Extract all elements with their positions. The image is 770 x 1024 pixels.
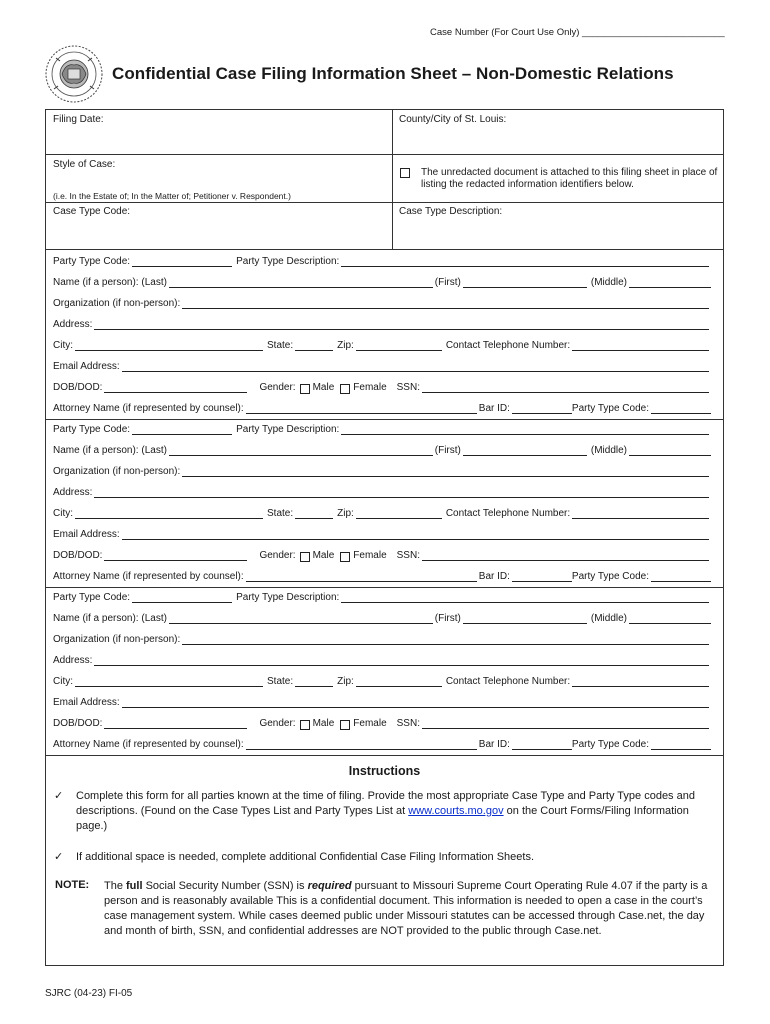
name-first-field[interactable]	[463, 613, 587, 624]
party-type-row	[53, 421, 711, 435]
zip-label: Zip:	[337, 676, 354, 687]
note-text-part: pursuant to Missouri Supreme Court Operating Rule 4.07 if the party is a person and is reasonably available This is a confidential document. This information is needed to open a case in the court’s case management system. While cases deemed public under Missouri statutes can be accessed through Case.net, the day and month of birth, SSN, and confidential addresses are NOT provided to the public through Case.net.	[104, 880, 708, 937]
email-row	[53, 358, 711, 372]
name-row	[53, 610, 711, 624]
city-field[interactable]	[75, 508, 263, 519]
name-last-field[interactable]	[169, 277, 433, 288]
attorney-field[interactable]	[246, 403, 477, 414]
filing-date-label[interactable]: Filing Date:	[53, 114, 104, 125]
organization-row	[53, 631, 711, 645]
divider	[392, 110, 393, 249]
city-label: City:	[53, 508, 73, 519]
email-row	[53, 526, 711, 540]
form-id: SJRC (04-23) FI-05	[45, 988, 133, 999]
divider	[46, 154, 723, 155]
dob-row	[53, 379, 711, 393]
party-type-description-field[interactable]	[341, 256, 709, 267]
male-label: Male	[312, 550, 335, 561]
female-label: Female	[353, 382, 387, 393]
city-label: City:	[53, 340, 73, 351]
email-row	[53, 694, 711, 708]
state-label: State:	[267, 340, 294, 351]
contact-phone-label: Contact Telephone Number:	[445, 508, 571, 519]
address-label: Address:	[53, 487, 93, 498]
note-emphasis-full: full	[126, 880, 143, 892]
attorney-label: Attorney Name (if represented by counsel):	[53, 403, 244, 414]
state-field[interactable]	[295, 676, 333, 687]
name-last-field[interactable]	[169, 445, 433, 456]
state-label: State:	[267, 508, 294, 519]
note-text-part: Social Security Number (SSN) is	[142, 880, 308, 892]
address-field[interactable]	[94, 487, 709, 498]
bar-id-label: Bar ID:	[478, 739, 510, 750]
contact-phone-label: Contact Telephone Number:	[445, 340, 571, 351]
party-type-code-field[interactable]	[132, 592, 232, 603]
city-row	[53, 337, 711, 351]
attorney-label: Attorney Name (if represented by counsel):	[53, 739, 244, 750]
party-type-code-label: Party Type Code:	[53, 256, 131, 267]
email-field[interactable]	[122, 697, 709, 708]
party-type-description-field[interactable]	[341, 592, 709, 603]
party-section-2	[46, 421, 723, 588]
note-text	[104, 879, 719, 939]
ssn-field[interactable]	[422, 550, 709, 561]
name-middle-label: (Middle)	[590, 613, 627, 624]
name-middle-label: (Middle)	[590, 277, 627, 288]
organization-field[interactable]	[182, 298, 709, 309]
name-middle-field[interactable]	[629, 277, 711, 288]
email-label: Email Address:	[53, 697, 120, 708]
style-of-case-label[interactable]: Style of Case:	[53, 159, 116, 170]
party-type-code-label-2: Party Type Code:	[571, 571, 649, 582]
attorney-label: Attorney Name (if represented by counsel):	[53, 571, 244, 582]
state-label: State:	[267, 676, 294, 687]
ssn-field[interactable]	[422, 382, 709, 393]
divider	[46, 202, 723, 203]
female-label: Female	[353, 550, 387, 561]
party-type-code-field-2[interactable]	[651, 571, 711, 582]
male-label: Male	[312, 718, 335, 729]
party-section-1	[46, 253, 723, 420]
dob-dod-field[interactable]	[104, 382, 247, 393]
zip-field[interactable]	[356, 340, 442, 351]
party-type-code-label: Party Type Code:	[53, 592, 131, 603]
contact-phone-field[interactable]	[572, 676, 709, 687]
dob-dod-label: DOB/DOD:	[53, 718, 103, 729]
name-row	[53, 274, 711, 288]
name-first-field[interactable]	[463, 277, 587, 288]
dob-row	[53, 547, 711, 561]
check-icon: ✓	[54, 851, 64, 863]
name-first-label: (First)	[434, 613, 461, 624]
attorney-row	[53, 736, 711, 750]
court-seal-icon	[44, 43, 104, 105]
address-row	[53, 484, 711, 498]
name-row	[53, 442, 711, 456]
dob-dod-field[interactable]	[104, 550, 247, 561]
party-type-code-label: Party Type Code:	[53, 424, 131, 435]
note-emphasis-required: required	[307, 880, 352, 892]
name-last-label: Name (if a person): (Last)	[53, 613, 167, 624]
name-middle-label: (Middle)	[590, 445, 627, 456]
party-type-code-field-2[interactable]	[651, 403, 711, 414]
dob-dod-label: DOB/DOD:	[53, 550, 103, 561]
name-first-label: (First)	[434, 445, 461, 456]
party-type-description-label: Party Type Description:	[236, 424, 340, 435]
page-title: Confidential Case Filing Information Sheet – Non-Domestic Relations	[112, 64, 674, 83]
party-type-description-field[interactable]	[341, 424, 709, 435]
attorney-field[interactable]	[246, 739, 477, 750]
organization-field[interactable]	[182, 466, 709, 477]
address-label: Address:	[53, 319, 93, 330]
address-label: Address:	[53, 655, 93, 666]
party-type-code-label-2: Party Type Code:	[571, 403, 649, 414]
male-label: Male	[312, 382, 335, 393]
organization-label: Organization (if non-person):	[53, 466, 181, 477]
zip-label: Zip:	[337, 340, 354, 351]
city-field[interactable]	[75, 340, 263, 351]
email-field[interactable]	[122, 529, 709, 540]
ssn-label: SSN:	[396, 550, 420, 561]
party-type-description-label: Party Type Description:	[236, 592, 340, 603]
bar-id-field[interactable]	[512, 739, 572, 750]
bar-id-label: Bar ID:	[478, 403, 510, 414]
bar-id-field[interactable]	[512, 403, 572, 414]
male-checkbox[interactable]	[300, 384, 310, 394]
style-of-case-hint: (i.e. In the Estate of; In the Matter of; Petitioner v. Respondent.)	[53, 191, 291, 201]
party-type-code-field-2[interactable]	[651, 739, 711, 750]
courts-link[interactable]: www.courts.mo.gov	[408, 805, 504, 817]
female-checkbox[interactable]	[340, 720, 350, 730]
address-row	[53, 316, 711, 330]
organization-row	[53, 295, 711, 309]
state-field[interactable]	[295, 508, 333, 519]
party-section-3	[46, 589, 723, 756]
party-type-code-label-2: Party Type Code:	[571, 739, 649, 750]
county-city-label[interactable]: County/City of St. Louis:	[399, 114, 507, 125]
gender-label: Gender:	[259, 550, 296, 561]
case-number-label: Case Number (For Court Use Only) ___________________________	[430, 27, 725, 38]
gender-label: Gender:	[259, 718, 296, 729]
instruction-item-1	[76, 789, 706, 834]
organization-label: Organization (if non-person):	[53, 634, 181, 645]
name-first-field[interactable]	[463, 445, 587, 456]
bar-id-field[interactable]	[512, 571, 572, 582]
contact-phone-field[interactable]	[572, 508, 709, 519]
dob-dod-label: DOB/DOD:	[53, 382, 103, 393]
contact-phone-label: Contact Telephone Number:	[445, 676, 571, 687]
ssn-label: SSN:	[396, 718, 420, 729]
party-type-row	[53, 589, 711, 603]
address-field[interactable]	[94, 655, 709, 666]
address-row	[53, 652, 711, 666]
organization-label: Organization (if non-person):	[53, 298, 181, 309]
city-row	[53, 505, 711, 519]
note-label: NOTE:	[55, 879, 90, 891]
bar-id-label: Bar ID:	[478, 571, 510, 582]
organization-row	[53, 463, 711, 477]
male-checkbox[interactable]	[300, 552, 310, 562]
attorney-row	[53, 400, 711, 414]
city-label: City:	[53, 676, 73, 687]
address-field[interactable]	[94, 319, 709, 330]
ssn-field[interactable]	[422, 718, 709, 729]
name-last-label: Name (if a person): (Last)	[53, 277, 167, 288]
email-field[interactable]	[122, 361, 709, 372]
name-middle-field[interactable]	[629, 445, 711, 456]
city-row	[53, 673, 711, 687]
ssn-label: SSN:	[396, 382, 420, 393]
unredacted-attached-label: The unredacted document is attached to this filing sheet in place of listing the redacted information identifiers below.	[421, 167, 718, 190]
female-checkbox[interactable]	[340, 552, 350, 562]
unredacted-attached-checkbox[interactable]	[400, 168, 410, 178]
check-icon: ✓	[54, 790, 64, 802]
instruction-text: on the Court Forms/Filing Information page.)	[76, 805, 689, 832]
case-type-code-label[interactable]: Case Type Code:	[53, 206, 131, 217]
attorney-field[interactable]	[246, 571, 477, 582]
attorney-row	[53, 568, 711, 582]
instructions-heading: Instructions	[348, 764, 421, 778]
zip-field[interactable]	[356, 676, 442, 687]
gender-label: Gender:	[259, 382, 296, 393]
zip-field[interactable]	[356, 508, 442, 519]
name-last-label: Name (if a person): (Last)	[53, 445, 167, 456]
case-type-description-label[interactable]: Case Type Description:	[399, 206, 503, 217]
male-checkbox[interactable]	[300, 720, 310, 730]
instruction-item-2: If additional space is needed, complete additional Confidential Case Filing Information Sheets.	[76, 851, 534, 863]
state-field[interactable]	[295, 340, 333, 351]
dob-row	[53, 715, 711, 729]
note-text-part: The	[104, 880, 127, 892]
email-label: Email Address:	[53, 361, 120, 372]
party-type-code-field[interactable]	[132, 256, 232, 267]
email-label: Email Address:	[53, 529, 120, 540]
divider	[46, 249, 723, 250]
party-type-row	[53, 253, 711, 267]
dob-dod-field[interactable]	[104, 718, 247, 729]
instruction-text: Complete this form for all parties known at the time of filing. Provide the most appropriate Case Type and Party Type codes and descriptions. (Found on the Case Types List and Party Types List at	[76, 790, 695, 817]
name-last-field[interactable]	[169, 613, 433, 624]
city-field[interactable]	[75, 676, 263, 687]
name-middle-field[interactable]	[629, 613, 711, 624]
female-label: Female	[353, 718, 387, 729]
party-type-description-label: Party Type Description:	[236, 256, 340, 267]
zip-label: Zip:	[337, 508, 354, 519]
party-type-code-field[interactable]	[132, 424, 232, 435]
name-first-label: (First)	[434, 277, 461, 288]
contact-phone-field[interactable]	[572, 340, 709, 351]
organization-field[interactable]	[182, 634, 709, 645]
female-checkbox[interactable]	[340, 384, 350, 394]
